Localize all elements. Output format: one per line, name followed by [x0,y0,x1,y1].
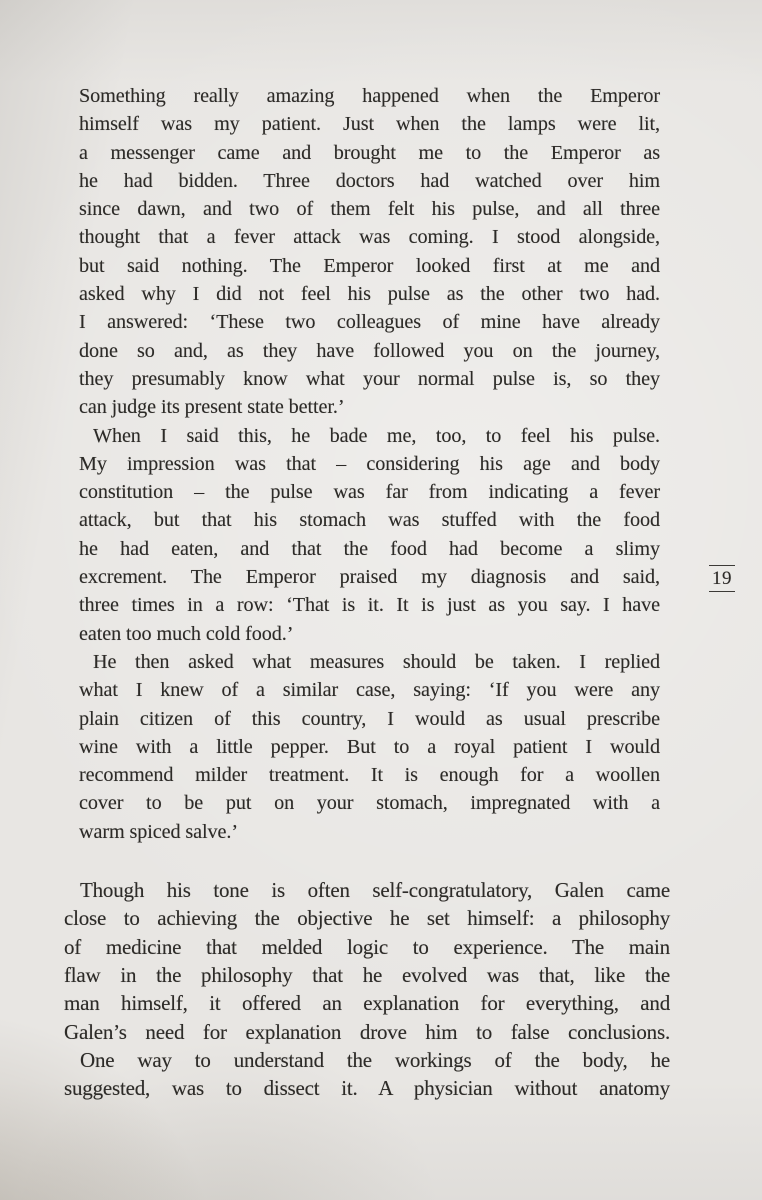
text-line: flaw in the philosophy that he evolved was that, like the [64,962,670,987]
text-line: My impression was that – considering his age and body [79,452,660,475]
text-column [64,82,670,1102]
text-line: When I said this, he bade me, too, to feel his pulse. [93,424,660,447]
text-line: eaten too much cold food.’ [79,622,294,645]
page-number [704,565,740,592]
text-line: suggested, was to dissect it. A physician without anatomy [64,1076,670,1101]
text-line: asked why I did not feel his pulse as the other two had. [79,283,660,306]
text-line: man himself, it offered an explanation for everything, and [64,991,670,1016]
text-line: a messenger came and brought me to the Emperor as [79,141,660,164]
paragraph [79,648,660,846]
text-line: done so and, as they have followed you on the journey, [79,339,660,362]
text-line: excrement. The Emperor praised my diagnosis and said, [79,566,660,589]
text-line: constitution – the pulse was far from indicating a fever [79,481,660,504]
text-line: of medicine that melded logic to experience. The main [64,934,670,959]
text-line: can judge its present state better.’ [79,396,345,419]
quote-block [79,82,660,846]
text-line: they presumably know what your normal pulse is, so they [79,367,660,390]
paragraph [79,82,660,422]
text-line: what I knew of a similar case, saying: ‘If you were any [79,679,660,702]
text-line: close to achieving the objective he set himself: a philosophy [64,906,670,931]
page-number-label: 19 [709,565,735,592]
text-line: recommend milder treatment. It is enough for a woollen [79,764,660,787]
text-line: Galen’s need for explanation drove him to false conclusions. [64,1019,670,1044]
paragraph [64,1046,670,1103]
text-line: One way to understand the workings of the body, he [80,1047,670,1072]
text-line: thought that a fever attack was coming. I stood alongside, [79,226,660,249]
text-line: cover to be put on your stomach, impregnated with a [79,792,660,815]
text-line: wine with a little pepper. But to a royal patient I would [79,735,660,758]
text-line: warm spiced salve.’ [79,820,238,843]
text-line: plain citizen of this country, I would as usual prescribe [79,707,660,730]
text-line: he had eaten, and that the food had become a slimy [79,537,660,560]
paragraph [64,876,670,1046]
text-line: attack, but that his stomach was stuffed with the food [79,509,660,532]
text-line: three times in a row: ‘That is it. It is just as you say. I have [79,594,660,617]
text-line: he had bidden. Three doctors had watched over him [79,169,660,192]
text-line: I answered: ‘These two colleagues of mine have already [79,311,660,334]
paragraph [79,422,660,648]
text-line: since dawn, and two of them felt his pulse, and all three [79,198,660,221]
text-line: himself was my patient. Just when the lamps were lit, [79,113,660,136]
body-text-block [64,876,670,1102]
text-line: Something really amazing happened when the Emperor [79,85,660,107]
text-line: He then asked what measures should be taken. I replied [93,650,660,673]
text-line: but said nothing. The Emperor looked first at me and [79,254,660,277]
text-line: Though his tone is often self-congratulatory, Galen came [80,878,670,903]
